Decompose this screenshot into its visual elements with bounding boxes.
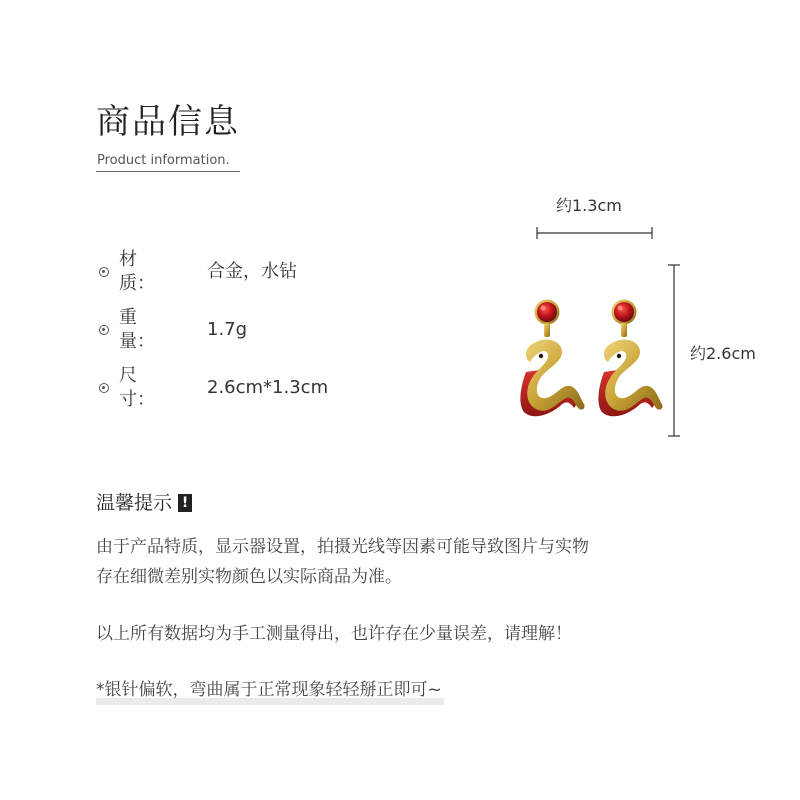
height-dimension-label: 约2.6cm: [690, 344, 756, 363]
exclamation-icon: !: [178, 494, 192, 512]
spec-value: 合金，水钻: [207, 261, 297, 282]
width-dimension-line: [537, 227, 652, 239]
notice-line: 以上所有数据均为手工测量得出，也许存在少量误差，请理解！: [96, 624, 572, 644]
spec-label: 重 量：: [119, 307, 173, 352]
right-earring: [598, 300, 662, 417]
spec-label: 尺 寸：: [119, 365, 173, 410]
spec-value: 1.7g: [207, 319, 248, 340]
notice-title-text: 温馨提示: [96, 492, 173, 514]
page-subtitle: Product information.: [97, 153, 230, 168]
notice-line: 由于产品特质，显示器设置，拍摄光线等因素可能导致图片与实物: [96, 537, 589, 557]
spec-value: 2.6cm*1.3cm: [207, 377, 329, 398]
left-earring: [520, 300, 584, 417]
page-title: 商品信息: [96, 102, 240, 142]
spec-label: 材 质：: [119, 249, 173, 294]
notice-line: *银针偏软，弯曲属于正常现象轻轻掰正即可~: [96, 680, 442, 700]
height-dimension-line: [668, 265, 680, 436]
notice-line: 存在细微差别实物颜色以实际商品为准。: [96, 567, 402, 587]
notice-heading: [96, 490, 192, 516]
width-dimension-label: 约1.3cm: [556, 196, 622, 215]
